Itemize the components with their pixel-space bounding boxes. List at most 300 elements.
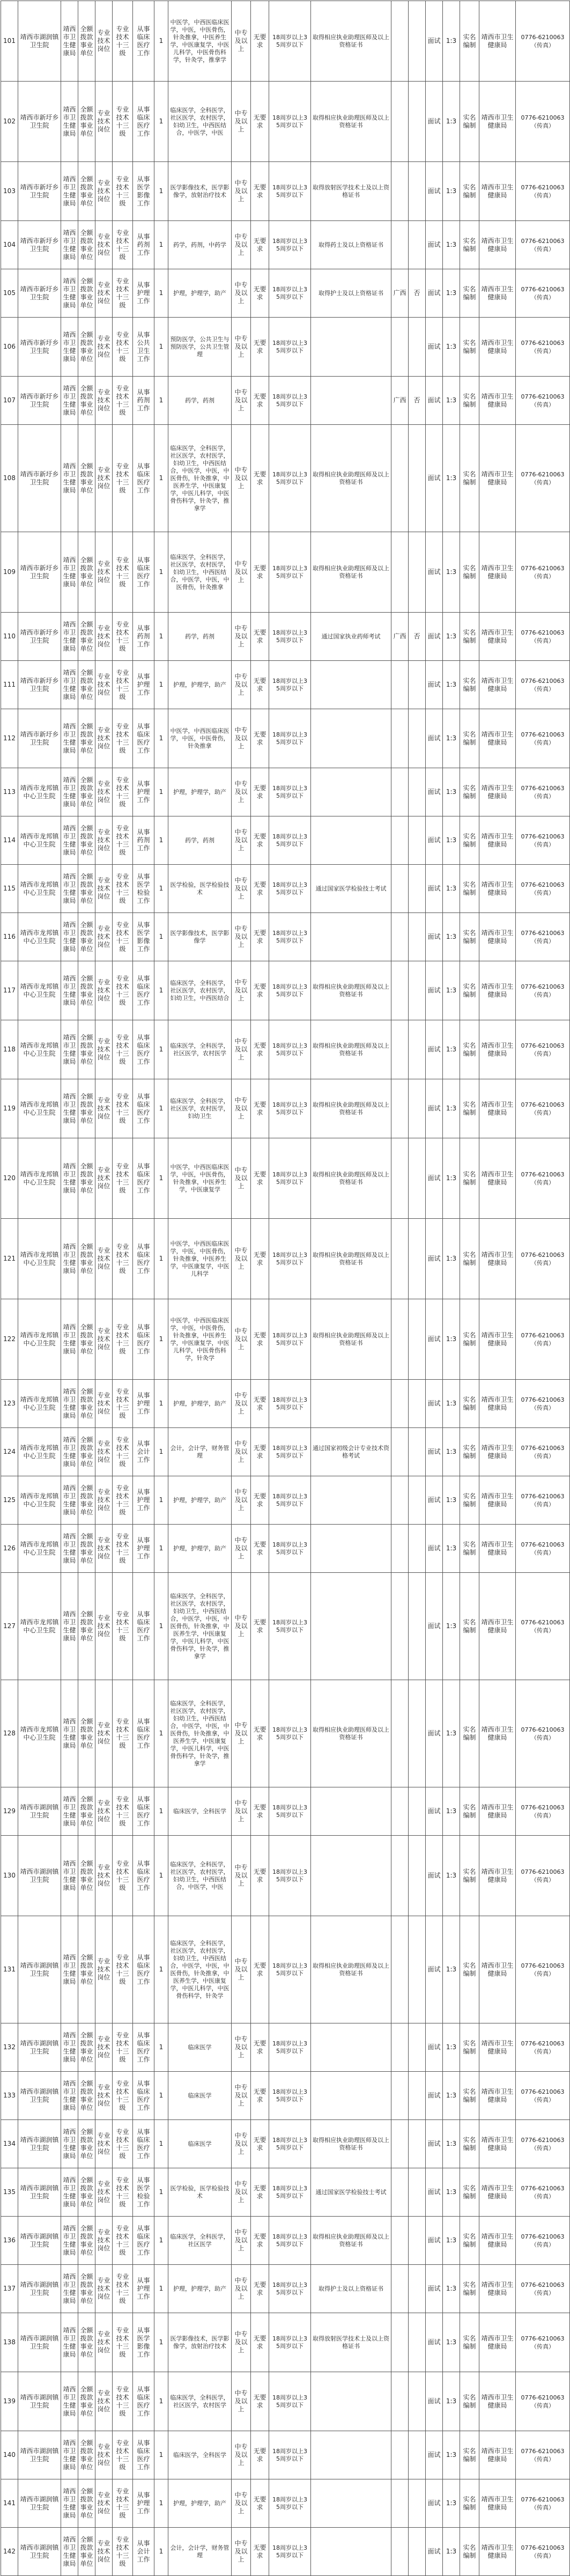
cell-method: 面试: [426, 318, 443, 377]
cell-unit: 靖西市新圩乡卫生院: [18, 377, 61, 425]
cell-age: 18周岁以上35周岁以下: [269, 1428, 311, 1476]
cell-work-content: 从事临床医疗工作: [133, 1787, 154, 1836]
cell-education: 中专及以上: [232, 162, 251, 221]
cell-age: 18周岁以上35周岁以下: [269, 1219, 311, 1299]
cell-work-content: 从事临床医疗工作: [133, 82, 154, 162]
cell-number: 125: [1, 1476, 18, 1525]
cell-exam: 否: [409, 377, 426, 425]
cell-department: 靖西市卫生健康局: [61, 1219, 78, 1299]
cell-nature: 实名编制: [460, 913, 479, 961]
cell-unit-type: 全额拨款事业单位: [78, 1138, 95, 1219]
cell-post-type: 专业技术岗位: [95, 1428, 113, 1476]
cell-age: 18周岁以上35周岁以下: [269, 709, 311, 768]
cell-education: 中专及以上: [232, 961, 251, 1020]
cell-age: 18周岁以上35周岁以下: [269, 1573, 311, 1680]
cell-post-type: 专业技术岗位: [95, 865, 113, 913]
cell-department: 靖西市卫生健康局: [61, 221, 78, 269]
cell-education: 中专及以上: [232, 221, 251, 269]
cell-contact: 靖西市卫生健康局: [479, 425, 516, 532]
cell-number: 138: [1, 2313, 18, 2372]
cell-method: 面试: [426, 613, 443, 661]
cell-method: 面试: [426, 269, 443, 318]
cell-nature: 实名编制: [460, 1299, 479, 1380]
cell-age: 18周岁以上35周岁以下: [269, 2168, 311, 2217]
cell-department: 靖西市卫生健康局: [61, 1079, 78, 1138]
cell-phone: 0776-6210063（传真）: [516, 913, 570, 961]
cell-education: 中专及以上: [232, 2372, 251, 2431]
cell-work-content: 从事临床医疗工作: [133, 1138, 154, 1219]
cell-phone: 0776-6210063（传真）: [516, 2479, 570, 2528]
cell-degree: 无要求: [251, 1428, 269, 1476]
cell-unit: 靖西市湖润镇卫生院: [18, 2372, 61, 2431]
cell-contact: 靖西市卫生健康局: [479, 2372, 516, 2431]
cell-education: 中专及以上: [232, 709, 251, 768]
cell-ratio: 1:3: [443, 1525, 460, 1573]
cell-number: 124: [1, 1428, 18, 1476]
cell-post-type: 专业技术岗位: [95, 768, 113, 816]
cell-nature: 实名编制: [460, 425, 479, 532]
cell-degree: 无要求: [251, 221, 269, 269]
cell-post-type: 专业技术岗位: [95, 2217, 113, 2265]
cell-requirements: 取得相应执业助理医师及以上资格证书: [311, 1020, 391, 1079]
cell-contact: 靖西市卫生健康局: [479, 2072, 516, 2120]
cell-ratio: 1:3: [443, 2217, 460, 2265]
cell-age: 18周岁以上35周岁以下: [269, 961, 311, 1020]
cell-major: 临床医学，全科医学，社区医学，农村医学: [168, 1020, 232, 1079]
cell-ratio: 1:3: [443, 532, 460, 613]
cell-ratio: 1:3: [443, 1, 460, 82]
cell-department: 靖西市卫生健康局: [61, 768, 78, 816]
cell-unit: 靖西市湖润镇卫生院: [18, 2217, 61, 2265]
cell-work-content: 从事医学检验工作: [133, 2168, 154, 2217]
table-row: [1, 709, 570, 768]
cell-requirements: 通过国家医学检验技士考试: [311, 2168, 391, 2217]
cell-phone: 0776-6210063（传真）: [516, 2072, 570, 2120]
cell-post-level: 专业技术十三级: [113, 2217, 133, 2265]
table-row: [1, 2528, 570, 2576]
cell-contact: 靖西市卫生健康局: [479, 1476, 516, 1525]
table-row: [1, 425, 570, 532]
cell-education: 中专及以上: [232, 1219, 251, 1299]
cell-unit: 靖西市湖润镇卫生院: [18, 2313, 61, 2372]
cell-phone: 0776-6210063（传真）: [516, 709, 570, 768]
cell-method: 面试: [426, 1138, 443, 1219]
cell-work-content: 从事医学影像工作: [133, 162, 154, 221]
cell-nature: 实名编制: [460, 661, 479, 709]
cell-education: 中专及以上: [232, 2431, 251, 2479]
cell-department: 靖西市卫生健康局: [61, 913, 78, 961]
cell-major: 护理，护理学，助产: [168, 2479, 232, 2528]
cell-exam: [409, 2313, 426, 2372]
cell-unit: 靖西市龙邦镇中心卫生院: [18, 1079, 61, 1138]
cell-method: 面试: [426, 2120, 443, 2168]
cell-age: 18周岁以上35周岁以下: [269, 1680, 311, 1787]
cell-method: 面试: [426, 162, 443, 221]
cell-phone: 0776-6210063（传真）: [516, 1680, 570, 1787]
cell-headcount: 1: [154, 2072, 168, 2120]
cell-requirements: 取得相应执业助理医师及以上资格证书: [311, 82, 391, 162]
cell-age: 18周岁以上35周岁以下: [269, 2265, 311, 2313]
cell-age: 18周岁以上35周岁以下: [269, 661, 311, 709]
cell-contact: 靖西市卫生健康局: [479, 2313, 516, 2372]
cell-post-type: 专业技术岗位: [95, 532, 113, 613]
cell-household: [391, 2313, 409, 2372]
cell-method: 面试: [426, 2023, 443, 2072]
cell-ratio: 1:3: [443, 318, 460, 377]
cell-education: 中专及以上: [232, 1680, 251, 1787]
cell-contact: 靖西市卫生健康局: [479, 661, 516, 709]
cell-work-content: 从事药剂工作: [133, 221, 154, 269]
cell-method: 面试: [426, 2372, 443, 2431]
cell-household: [391, 2072, 409, 2120]
cell-headcount: 1: [154, 2023, 168, 2072]
cell-work-content: 从事临床医疗工作: [133, 425, 154, 532]
cell-number: 127: [1, 1573, 18, 1680]
table-row: [1, 1836, 570, 1916]
cell-department: 靖西市卫生健康局: [61, 2372, 78, 2431]
cell-major: 护理，护理学，助产: [168, 1525, 232, 1573]
cell-phone: 0776-6210063（传真）: [516, 162, 570, 221]
cell-post-level: 专业技术十三级: [113, 162, 133, 221]
cell-major: 中医学，中西医临床医学，中医，中医骨伤，针灸推拿，中医养生学，中医康复学，中医儿科学，中医骨伤科学，针灸学，推拿学: [168, 1, 232, 82]
cell-post-type: 专业技术岗位: [95, 221, 113, 269]
cell-work-content: 从事临床医疗工作: [133, 1573, 154, 1680]
cell-household: [391, 768, 409, 816]
cell-headcount: 1: [154, 1380, 168, 1428]
cell-nature: 实名编制: [460, 377, 479, 425]
cell-number: 107: [1, 377, 18, 425]
cell-degree: 无要求: [251, 1525, 269, 1573]
cell-unit-type: 全额拨款事业单位: [78, 709, 95, 768]
cell-post-level: 专业技术十三级: [113, 2168, 133, 2217]
cell-nature: 实名编制: [460, 1836, 479, 1916]
cell-work-content: 从事医学检验工作: [133, 865, 154, 913]
cell-household: [391, 1916, 409, 2023]
cell-contact: 靖西市卫生健康局: [479, 768, 516, 816]
cell-post-type: 专业技术岗位: [95, 1020, 113, 1079]
cell-education: 中专及以上: [232, 269, 251, 318]
cell-ratio: 1:3: [443, 2313, 460, 2372]
cell-method: 面试: [426, 2072, 443, 2120]
cell-requirements: [311, 2372, 391, 2431]
cell-unit: 靖西市龙邦镇中心卫生院: [18, 865, 61, 913]
cell-unit-type: 全额拨款事业单位: [78, 1219, 95, 1299]
cell-post-type: 专业技术岗位: [95, 1573, 113, 1680]
cell-exam: 否: [409, 613, 426, 661]
cell-phone: 0776-6210063（传真）: [516, 1476, 570, 1525]
cell-nature: 实名编制: [460, 1020, 479, 1079]
cell-requirements: 通过国家初级会计专业技术资格考试: [311, 1428, 391, 1476]
cell-household: [391, 1299, 409, 1380]
cell-age: 18周岁以上35周岁以下: [269, 1380, 311, 1428]
cell-household: [391, 2372, 409, 2431]
cell-department: 靖西市卫生健康局: [61, 2479, 78, 2528]
cell-requirements: 通过国家执业药师考试: [311, 613, 391, 661]
cell-age: 18周岁以上35周岁以下: [269, 865, 311, 913]
cell-work-content: 从事会计工作: [133, 2528, 154, 2576]
cell-age: 18周岁以上35周岁以下: [269, 1, 311, 82]
cell-exam: [409, 221, 426, 269]
table-row: [1, 1299, 570, 1380]
cell-work-content: 从事临床医疗工作: [133, 709, 154, 768]
cell-post-level: 专业技术十三级: [113, 709, 133, 768]
cell-requirements: 取得相应执业助理医师及以上资格证书: [311, 1299, 391, 1380]
cell-major: 药学，药剂，中药学: [168, 221, 232, 269]
cell-post-type: 专业技术岗位: [95, 82, 113, 162]
cell-method: 面试: [426, 1219, 443, 1299]
cell-contact: 靖西市卫生健康局: [479, 269, 516, 318]
cell-post-type: 专业技术岗位: [95, 2528, 113, 2576]
cell-unit-type: 全额拨款事业单位: [78, 1476, 95, 1525]
cell-work-content: 从事临床医疗工作: [133, 532, 154, 613]
cell-ratio: 1:3: [443, 2265, 460, 2313]
cell-major: 医学检验，医学检验技术: [168, 2168, 232, 2217]
cell-number: 140: [1, 2431, 18, 2479]
cell-phone: 0776-6210063（传真）: [516, 1525, 570, 1573]
cell-exam: [409, 318, 426, 377]
cell-method: 面试: [426, 2479, 443, 2528]
cell-contact: 靖西市卫生健康局: [479, 2479, 516, 2528]
cell-requirements: [311, 2479, 391, 2528]
cell-work-content: 从事临床医疗工作: [133, 2120, 154, 2168]
cell-requirements: [311, 377, 391, 425]
cell-degree: 无要求: [251, 1299, 269, 1380]
cell-age: 18周岁以上35周岁以下: [269, 613, 311, 661]
cell-education: 中专及以上: [232, 913, 251, 961]
cell-exam: [409, 1916, 426, 2023]
cell-nature: 实名编制: [460, 2072, 479, 2120]
cell-ratio: 1:3: [443, 816, 460, 865]
cell-work-content: 从事护理工作: [133, 661, 154, 709]
cell-unit-type: 全额拨款事业单位: [78, 2217, 95, 2265]
cell-post-level: 专业技术十三级: [113, 2528, 133, 2576]
cell-exam: [409, 2372, 426, 2431]
cell-exam: [409, 1525, 426, 1573]
cell-degree: 无要求: [251, 613, 269, 661]
cell-number: 128: [1, 1680, 18, 1787]
cell-work-content: 从事护理工作: [133, 2265, 154, 2313]
cell-post-level: 专业技术十三级: [113, 269, 133, 318]
cell-post-level: 专业技术十三级: [113, 2431, 133, 2479]
cell-unit-type: 全额拨款事业单位: [78, 913, 95, 961]
cell-contact: 靖西市卫生健康局: [479, 221, 516, 269]
cell-unit: 靖西市龙邦镇中心卫生院: [18, 1525, 61, 1573]
cell-age: 18周岁以上35周岁以下: [269, 1525, 311, 1573]
cell-method: 面试: [426, 532, 443, 613]
cell-requirements: 取得相应执业助理医师及以上资格证书: [311, 1, 391, 82]
cell-age: 18周岁以上35周岁以下: [269, 1020, 311, 1079]
cell-requirements: 取得相应执业助理医师及以上资格证书: [311, 1219, 391, 1299]
cell-ratio: 1:3: [443, 913, 460, 961]
cell-age: 18周岁以上35周岁以下: [269, 221, 311, 269]
cell-age: 18周岁以上35周岁以下: [269, 1836, 311, 1916]
cell-education: 中专及以上: [232, 613, 251, 661]
cell-degree: 无要求: [251, 1916, 269, 2023]
cell-post-level: 专业技术十三级: [113, 1, 133, 82]
cell-department: 靖西市卫生健康局: [61, 2431, 78, 2479]
cell-unit: 靖西市龙邦镇中心卫生院: [18, 1219, 61, 1299]
cell-age: 18周岁以上35周岁以下: [269, 2072, 311, 2120]
cell-exam: [409, 2168, 426, 2217]
cell-method: 面试: [426, 768, 443, 816]
cell-number: 137: [1, 2265, 18, 2313]
cell-method: 面试: [426, 1299, 443, 1380]
cell-age: 18周岁以上35周岁以下: [269, 2372, 311, 2431]
table-row: [1, 1079, 570, 1138]
cell-contact: 靖西市卫生健康局: [479, 816, 516, 865]
cell-age: 18周岁以上35周岁以下: [269, 2313, 311, 2372]
cell-household: [391, 709, 409, 768]
cell-number: 109: [1, 532, 18, 613]
cell-household: [391, 162, 409, 221]
cell-nature: 实名编制: [460, 1916, 479, 2023]
cell-ratio: 1:3: [443, 2372, 460, 2431]
cell-degree: 无要求: [251, 2313, 269, 2372]
cell-number: 103: [1, 162, 18, 221]
cell-age: 18周岁以上35周岁以下: [269, 377, 311, 425]
cell-household: [391, 961, 409, 1020]
cell-post-level: 专业技术十三级: [113, 377, 133, 425]
cell-requirements: [311, 2431, 391, 2479]
cell-household: [391, 1380, 409, 1428]
cell-work-content: 从事药剂工作: [133, 613, 154, 661]
cell-department: 靖西市卫生健康局: [61, 1680, 78, 1787]
cell-department: 靖西市卫生健康局: [61, 865, 78, 913]
cell-degree: 无要求: [251, 865, 269, 913]
cell-contact: 靖西市卫生健康局: [479, 1299, 516, 1380]
cell-unit-type: 全额拨款事业单位: [78, 2313, 95, 2372]
cell-work-content: 从事公共卫生工作: [133, 318, 154, 377]
cell-household: 广西: [391, 269, 409, 318]
cell-headcount: 1: [154, 913, 168, 961]
cell-major: 临床医学，全科医学，社区医学，农村医学，妇幼卫生，中西医结合，中医学，中医，中医骨伤，针灸推拿，中医养生学，中医康复学，中医儿科学，中医骨伤科学，针灸学，推拿学: [168, 1573, 232, 1680]
cell-exam: [409, 1573, 426, 1680]
cell-ratio: 1:3: [443, 1079, 460, 1138]
cell-contact: 靖西市卫生健康局: [479, 865, 516, 913]
cell-degree: 无要求: [251, 661, 269, 709]
table-row: [1, 661, 570, 709]
cell-post-type: 专业技术岗位: [95, 318, 113, 377]
cell-method: 面试: [426, 377, 443, 425]
table-row: [1, 2023, 570, 2072]
cell-method: 面试: [426, 1836, 443, 1916]
cell-nature: 实名编制: [460, 2120, 479, 2168]
cell-post-type: 专业技术岗位: [95, 2431, 113, 2479]
cell-number: 110: [1, 613, 18, 661]
cell-method: 面试: [426, 1525, 443, 1573]
cell-degree: 无要求: [251, 1476, 269, 1525]
table-row: [1, 1380, 570, 1428]
cell-post-level: 专业技术十三级: [113, 1680, 133, 1787]
table-row: [1, 2217, 570, 2265]
cell-unit: 靖西市湖润镇卫生院: [18, 2168, 61, 2217]
table-body: [1, 1, 570, 2576]
cell-contact: 靖西市卫生健康局: [479, 532, 516, 613]
cell-degree: 无要求: [251, 1680, 269, 1787]
cell-unit: 靖西市龙邦镇中心卫生院: [18, 961, 61, 1020]
cell-education: 中专及以上: [232, 1020, 251, 1079]
cell-education: 中专及以上: [232, 2072, 251, 2120]
cell-household: [391, 1680, 409, 1787]
cell-phone: 0776-6210063（传真）: [516, 1573, 570, 1680]
cell-age: 18周岁以上35周岁以下: [269, 2431, 311, 2479]
cell-household: 广西: [391, 377, 409, 425]
cell-headcount: 1: [154, 2120, 168, 2168]
cell-requirements: [311, 1476, 391, 1525]
cell-phone: 0776-6210063（传真）: [516, 82, 570, 162]
cell-major: 临床医学，全科医学: [168, 2431, 232, 2479]
cell-degree: 无要求: [251, 82, 269, 162]
table-row: [1, 1428, 570, 1476]
cell-number: 101: [1, 1, 18, 82]
cell-work-content: 从事临床医疗工作: [133, 1219, 154, 1299]
cell-phone: 0776-6210063（传真）: [516, 377, 570, 425]
cell-unit: 靖西市湖润镇卫生院: [18, 2072, 61, 2120]
cell-household: [391, 1138, 409, 1219]
cell-headcount: 1: [154, 661, 168, 709]
cell-number: 120: [1, 1138, 18, 1219]
cell-number: 126: [1, 1525, 18, 1573]
cell-household: [391, 865, 409, 913]
cell-unit-type: 全额拨款事业单位: [78, 1380, 95, 1428]
cell-nature: 实名编制: [460, 532, 479, 613]
cell-degree: 无要求: [251, 2023, 269, 2072]
cell-household: [391, 1219, 409, 1299]
cell-requirements: [311, 1787, 391, 1836]
cell-education: 中专及以上: [232, 1, 251, 82]
cell-work-content: 从事护理工作: [133, 768, 154, 816]
cell-post-level: 专业技术十三级: [113, 816, 133, 865]
cell-phone: 0776-6210063（传真）: [516, 2265, 570, 2313]
cell-number: 139: [1, 2372, 18, 2431]
cell-headcount: 1: [154, 162, 168, 221]
cell-ratio: 1:3: [443, 377, 460, 425]
cell-exam: [409, 2023, 426, 2072]
cell-requirements: [311, 913, 391, 961]
cell-work-content: 从事护理工作: [133, 1476, 154, 1525]
cell-number: 131: [1, 1916, 18, 2023]
cell-nature: 实名编制: [460, 768, 479, 816]
cell-post-level: 专业技术十三级: [113, 2479, 133, 2528]
cell-headcount: 1: [154, 1428, 168, 1476]
cell-exam: [409, 2120, 426, 2168]
cell-age: 18周岁以上35周岁以下: [269, 913, 311, 961]
cell-work-content: 从事临床医疗工作: [133, 1680, 154, 1787]
cell-education: 中专及以上: [232, 1916, 251, 2023]
cell-headcount: 1: [154, 961, 168, 1020]
cell-unit-type: 全额拨款事业单位: [78, 1680, 95, 1787]
cell-department: 靖西市卫生健康局: [61, 1380, 78, 1428]
cell-phone: 0776-6210063（传真）: [516, 1787, 570, 1836]
cell-degree: 无要求: [251, 1, 269, 82]
cell-education: 中专及以上: [232, 1787, 251, 1836]
cell-major: 中医学，中西医临床医学，中医，中医骨伤，针灸推拿，中医养生学，中医康复学: [168, 1138, 232, 1219]
cell-unit-type: 全额拨款事业单位: [78, 1916, 95, 2023]
cell-headcount: 1: [154, 1525, 168, 1573]
cell-requirements: [311, 2072, 391, 2120]
cell-post-level: 专业技术十三级: [113, 1020, 133, 1079]
cell-major: 会计，会计学，财务管理: [168, 2528, 232, 2576]
cell-education: 中专及以上: [232, 2023, 251, 2072]
cell-method: 面试: [426, 221, 443, 269]
cell-department: 靖西市卫生健康局: [61, 709, 78, 768]
cell-unit-type: 全额拨款事业单位: [78, 1428, 95, 1476]
cell-exam: [409, 2265, 426, 2313]
cell-post-level: 专业技术十三级: [113, 1573, 133, 1680]
cell-education: 中专及以上: [232, 1836, 251, 1916]
cell-ratio: 1:3: [443, 1680, 460, 1787]
cell-ratio: 1:3: [443, 1020, 460, 1079]
